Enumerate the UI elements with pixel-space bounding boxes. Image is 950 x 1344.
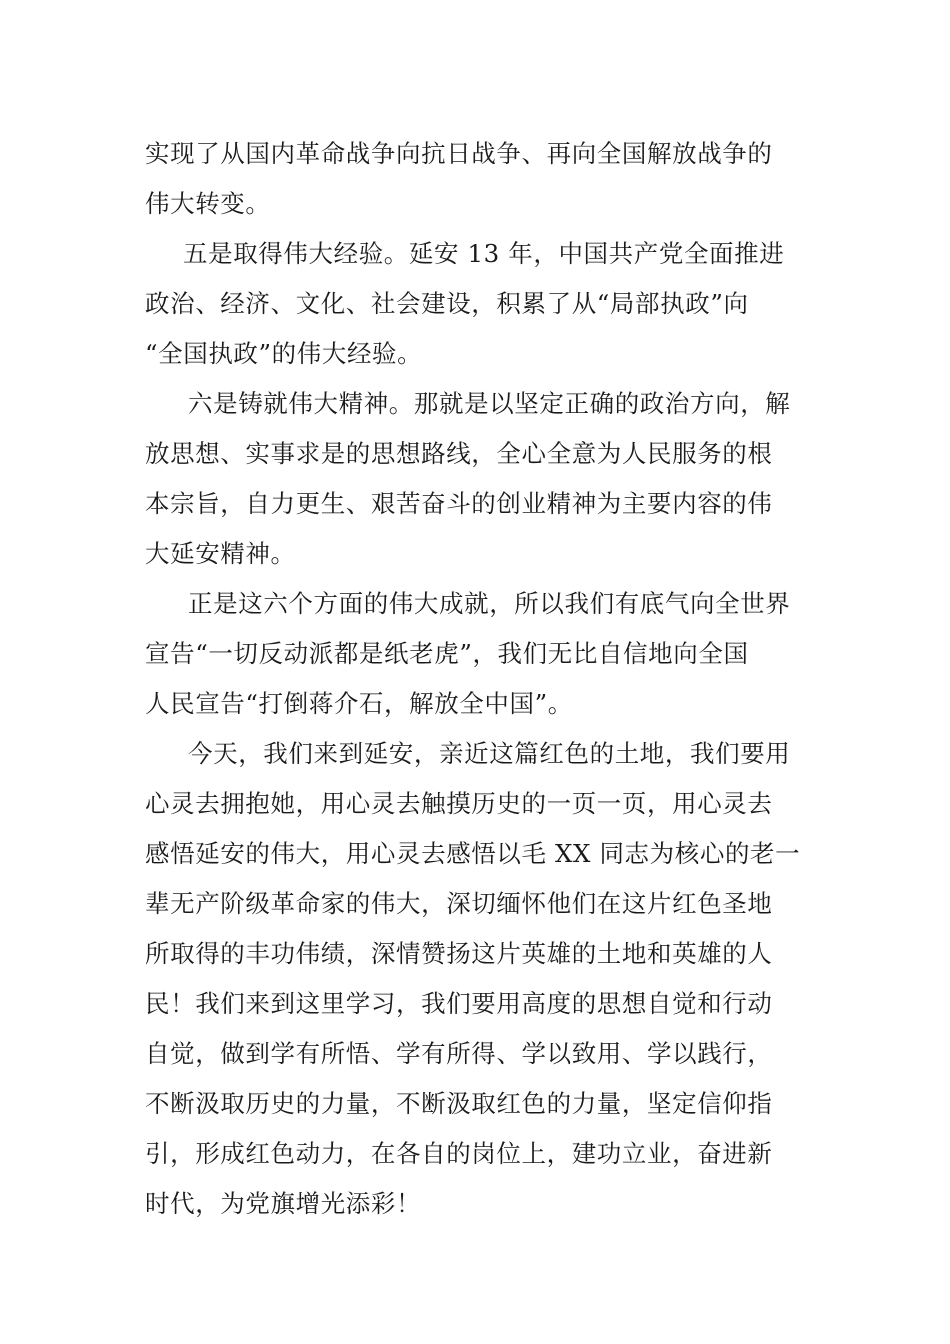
- text-line: 自觉，做到学有所悟、学有所得、学以致用、学以践行，: [145, 1039, 773, 1068]
- text-line: “全国执政”的伟大经验。: [145, 339, 423, 368]
- text-line: 政治、经济、文化、社会建设，积累了从“局部执政”向: [145, 289, 749, 318]
- paragraph-3: [145, 379, 810, 579]
- text-line: 引，形成红色动力，在各自的岗位上，建功立业，奋进新: [145, 1139, 773, 1168]
- text-line: 民！我们来到这里学习，我们要用高度的思想自觉和行动: [145, 989, 773, 1018]
- text-line: 正是这六个方面的伟大成就，所以我们有底气向全世界: [188, 589, 791, 618]
- paragraph-1: [145, 129, 810, 229]
- text-line: 所取得的丰功伟绩，深情赞扬这片英雄的土地和英雄的人: [145, 939, 773, 968]
- text-line: 今天，我们来到延安，亲近这篇红色的土地，我们要用: [188, 739, 791, 768]
- paragraph-4: [145, 579, 810, 729]
- text-line: 伟大转变。: [145, 189, 271, 218]
- text-line: 实现了从国内革命战争向抗日战争、再向全国解放战争的: [145, 139, 773, 168]
- text-line: 宣告“一切反动派都是纸老虎”，我们无比自信地向全国: [145, 639, 749, 668]
- text-line: 心灵去拥抱她，用心灵去触摸历史的一页一页，用心灵去: [145, 789, 773, 818]
- text-line: 人民宣告“打倒蒋介石，解放全中国”。: [145, 689, 573, 718]
- text-line: 本宗旨，自力更生、艰苦奋斗的创业精神为主要内容的伟: [145, 489, 773, 518]
- text-line: 六是铸就伟大精神。那就是以坚定正确的政治方向，解: [188, 389, 791, 418]
- text-line: 时代，为党旗增光添彩！: [145, 1189, 422, 1218]
- paragraph-2: [145, 229, 810, 379]
- text-line: 大延安精神。: [145, 539, 296, 568]
- document-body: [145, 129, 810, 1229]
- text-line: 放思想、实事求是的思想路线，全心全意为人民服务的根: [145, 439, 773, 468]
- text-line: 感悟延安的伟大，用心灵去感悟以毛 XX 同志为核心的老一: [145, 839, 801, 868]
- text-line: 不断汲取历史的力量，不断汲取红色的力量，坚定信仰指: [145, 1089, 773, 1118]
- paragraph-5: [145, 729, 810, 1229]
- text-line: 辈无产阶级革命家的伟大，深切缅怀他们在这片红色圣地: [145, 889, 773, 918]
- text-line: 五是取得伟大经验。延安 13 年，中国共产党全面推进: [183, 239, 785, 268]
